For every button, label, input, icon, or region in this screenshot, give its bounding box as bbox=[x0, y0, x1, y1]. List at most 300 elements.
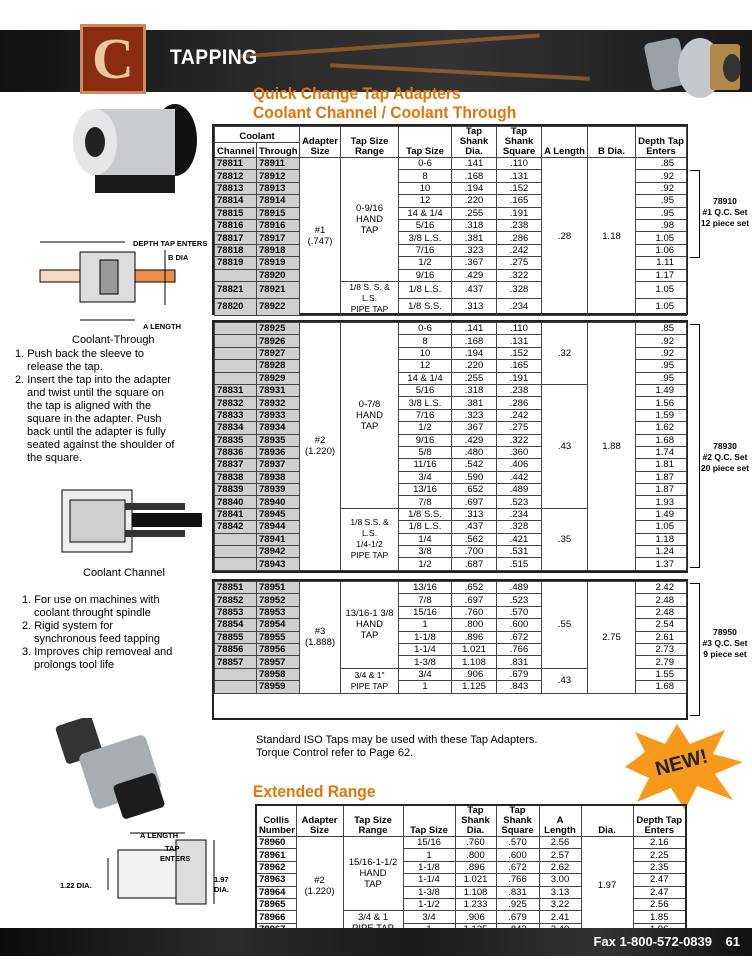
ext-square-cell: .831 bbox=[496, 886, 539, 898]
depth-cell: 1.68 bbox=[636, 681, 687, 693]
through-cell: 78952 bbox=[257, 594, 300, 606]
channel-cell: 78851 bbox=[215, 582, 257, 594]
channel-cell: 78820 bbox=[215, 298, 257, 315]
tap-size-cell: 1/2 bbox=[399, 558, 452, 570]
shank-square-cell: .672 bbox=[497, 631, 542, 643]
shank-square-cell: .286 bbox=[497, 232, 542, 244]
depth-cell: 1.74 bbox=[636, 446, 687, 458]
tap-size-cell: 14 & 1/4 bbox=[399, 372, 452, 384]
ext-depth-cell: 2.47 bbox=[633, 886, 686, 898]
pipe-range-cell: 1/8 S.S. & L.S. 1/4-1/2 PIPE TAP bbox=[341, 508, 399, 570]
shank-square-cell: .489 bbox=[497, 484, 542, 496]
channel-cell bbox=[215, 681, 257, 693]
shank-dia-cell: .168 bbox=[452, 335, 497, 347]
extended-table bbox=[255, 804, 687, 937]
ext-adapter-cell: #2 (1.220) bbox=[296, 837, 343, 936]
tap-size-cell: 13/16 bbox=[399, 484, 452, 496]
shank-square-cell: .275 bbox=[497, 257, 542, 269]
through-cell: 78920 bbox=[257, 269, 300, 281]
shank-dia-cell: 1.125 bbox=[452, 681, 497, 693]
a-length-cell: .32 bbox=[542, 323, 588, 385]
table-row bbox=[215, 158, 687, 170]
through-cell: 78943 bbox=[257, 558, 300, 570]
through-cell: 78911 bbox=[257, 158, 300, 170]
tap-size-cell: 10 bbox=[399, 347, 452, 359]
ext-bdia-cell: 1.97 bbox=[581, 837, 633, 936]
channel-cell: 78839 bbox=[215, 484, 257, 496]
channel-cell bbox=[215, 360, 257, 372]
ext-dia-cell: .800 bbox=[455, 849, 496, 861]
tap-size-cell: 1-3/8 bbox=[399, 656, 452, 668]
tap-size-cell: 7/16 bbox=[399, 244, 452, 256]
shank-dia-cell: .700 bbox=[452, 546, 497, 558]
tap-size-cell: 3/4 bbox=[399, 668, 452, 680]
ext-enters-label: ENTERS bbox=[160, 854, 191, 863]
b-dia-cell: 1.88 bbox=[588, 323, 636, 571]
shank-square-cell: .766 bbox=[497, 643, 542, 655]
depth-cell: 1.81 bbox=[636, 459, 687, 471]
depth-cell: 1.56 bbox=[636, 397, 687, 409]
ext-adapter-header: Adapter Size bbox=[296, 805, 343, 837]
shank-square-cell: .191 bbox=[497, 207, 542, 219]
bdia-label: B DIA bbox=[168, 253, 189, 262]
tap-range-cell: 13/16-1 3/8 HAND TAP bbox=[341, 582, 399, 669]
through-cell: 78959 bbox=[257, 681, 300, 693]
a-length-cell: .35 bbox=[542, 508, 588, 570]
shank-dia-cell: .429 bbox=[452, 269, 497, 281]
ext-tap-cell: 1-3/8 bbox=[403, 886, 455, 898]
through-cell: 78934 bbox=[257, 422, 300, 434]
pipe-range-cell: 3/4 & 1" PIPE TAP bbox=[341, 668, 399, 693]
shank-dia-cell: 1.108 bbox=[452, 656, 497, 668]
collis-cell: 78964 bbox=[256, 886, 296, 898]
table-row bbox=[215, 582, 687, 594]
shank-square-cell: .238 bbox=[497, 384, 542, 396]
channel-cell bbox=[215, 323, 257, 335]
channel-cell bbox=[215, 546, 257, 558]
through-cell: 78914 bbox=[257, 195, 300, 207]
coolant-channel-diagram bbox=[40, 475, 215, 565]
shank-square-cell: .165 bbox=[497, 360, 542, 372]
shank-dia-cell: .652 bbox=[452, 484, 497, 496]
shank-square-cell: .238 bbox=[497, 219, 542, 231]
tap-size-cell: 1/8 L.S. bbox=[399, 521, 452, 533]
shank-square-cell: .234 bbox=[497, 298, 542, 315]
ext-dia-cell: 1.021 bbox=[455, 874, 496, 886]
shank-dia-cell: .896 bbox=[452, 631, 497, 643]
ext-alength-cell: 3.13 bbox=[539, 886, 581, 898]
shank-dia-cell: .194 bbox=[452, 182, 497, 194]
shank-dia-cell: .381 bbox=[452, 397, 497, 409]
through-cell: 78931 bbox=[257, 384, 300, 396]
channel-cell: 78819 bbox=[215, 257, 257, 269]
channel-cell: 78852 bbox=[215, 594, 257, 606]
through-cell: 78935 bbox=[257, 434, 300, 446]
extended-title: Extended Range bbox=[253, 782, 376, 801]
tap-size-cell: 12 bbox=[399, 360, 452, 372]
through-cell: 78951 bbox=[257, 582, 300, 594]
ext-tap-cell: 3/4 bbox=[403, 911, 455, 923]
through-cell: 78918 bbox=[257, 244, 300, 256]
shank-square-cell: .152 bbox=[497, 182, 542, 194]
through-header: Through bbox=[257, 142, 300, 158]
through-cell: 78941 bbox=[257, 533, 300, 545]
ext-dia-cell: .760 bbox=[455, 837, 496, 849]
shank-dia-cell: .697 bbox=[452, 594, 497, 606]
channel-cell: 78813 bbox=[215, 182, 257, 194]
through-cell: 78955 bbox=[257, 631, 300, 643]
collis-cell: 78963 bbox=[256, 874, 296, 886]
channel-cell: 78835 bbox=[215, 434, 257, 446]
channel-cell: 78836 bbox=[215, 446, 257, 458]
tap-range-cell: 0-7/8 HAND TAP bbox=[341, 323, 399, 509]
tap-size-cell: 14 & 1/4 bbox=[399, 207, 452, 219]
shank-dia-cell: .480 bbox=[452, 446, 497, 458]
ext-tap-cell: 1 bbox=[403, 849, 455, 861]
channel-cell: 78854 bbox=[215, 619, 257, 631]
tap-size-cell: 1/4 bbox=[399, 533, 452, 545]
b-dia-cell: 1.18 bbox=[588, 158, 636, 316]
depth-cell: 2.61 bbox=[636, 631, 687, 643]
shank-square-cell: .328 bbox=[497, 281, 542, 298]
shank-square-cell: .489 bbox=[497, 582, 542, 594]
through-cell: 78926 bbox=[257, 335, 300, 347]
tap-size-cell: 13/16 bbox=[399, 582, 452, 594]
ext-bdia-header: Dia. bbox=[581, 805, 633, 837]
depth-cell: 1.05 bbox=[636, 298, 687, 315]
ext-dia2b-label: DIA. bbox=[214, 885, 229, 894]
depth-cell: .92 bbox=[636, 170, 687, 182]
title-line2: Coolant Channel / Coolant Through bbox=[253, 103, 517, 122]
tap-range-header: Tap Size Range bbox=[341, 127, 399, 158]
shank-square-cell: .406 bbox=[497, 459, 542, 471]
ext-square-cell: .766 bbox=[496, 874, 539, 886]
ext-dia-header: Tap Shank Dia. bbox=[455, 805, 496, 837]
depth-cell: 2.48 bbox=[636, 606, 687, 618]
ext-tap-label: TAP bbox=[165, 844, 180, 853]
adapter-size-cell: #1 (.747) bbox=[300, 158, 341, 316]
collis-cell: 78965 bbox=[256, 898, 296, 910]
channel-cell: 78815 bbox=[215, 207, 257, 219]
depth-cell: 1.24 bbox=[636, 546, 687, 558]
depth-cell: .95 bbox=[636, 372, 687, 384]
ext-alength-cell: 2.56 bbox=[539, 837, 581, 849]
ext-square-cell: .600 bbox=[496, 849, 539, 861]
tap-size-cell: 1/8 S.S. bbox=[399, 508, 452, 520]
tap-size-cell: 1/8 L.S. bbox=[399, 281, 452, 298]
tap-size-cell: 9/16 bbox=[399, 434, 452, 446]
ext-square-cell: .672 bbox=[496, 861, 539, 873]
tap-range-cell: 0-9/16 HAND TAP bbox=[341, 158, 399, 282]
shank-square-cell: .110 bbox=[497, 158, 542, 170]
ext-square-header: Tap Shank Square bbox=[496, 805, 539, 837]
ext-dia-cell: 1.108 bbox=[455, 886, 496, 898]
channel-cell: 78834 bbox=[215, 422, 257, 434]
shank-dia-cell: .687 bbox=[452, 558, 497, 570]
shank-dia-cell: .367 bbox=[452, 422, 497, 434]
through-cell: 78933 bbox=[257, 409, 300, 421]
ext-square-cell: .925 bbox=[496, 898, 539, 910]
shank-dia-cell: .562 bbox=[452, 533, 497, 545]
through-cell: 78915 bbox=[257, 207, 300, 219]
through-cell: 78927 bbox=[257, 347, 300, 359]
collis-cell: 78962 bbox=[256, 861, 296, 873]
ext-depth-cell: 1.85 bbox=[633, 911, 686, 923]
depth-cell: .85 bbox=[636, 323, 687, 335]
channel-cell: 78855 bbox=[215, 631, 257, 643]
a-length-cell: .55 bbox=[542, 582, 588, 669]
shank-square-cell: .322 bbox=[497, 269, 542, 281]
tap-size-cell: 5/16 bbox=[399, 384, 452, 396]
set3-label: 78950 #3 Q.C. Set 9 piece set bbox=[702, 627, 748, 659]
through-cell: 78912 bbox=[257, 170, 300, 182]
channel-cell: 78812 bbox=[215, 170, 257, 182]
shank-square-cell: .421 bbox=[497, 533, 542, 545]
ext-square-cell: .570 bbox=[496, 837, 539, 849]
depth-cell: 1.93 bbox=[636, 496, 687, 508]
shank-square-cell: .286 bbox=[497, 397, 542, 409]
fax-number: Fax 1-800-572-0839 bbox=[593, 934, 712, 949]
depth-cell: 1.68 bbox=[636, 434, 687, 446]
tap-size-cell: 8 bbox=[399, 170, 452, 182]
tap-size-cell: 1 bbox=[399, 619, 452, 631]
tap-size-cell: 3/8 L.S. bbox=[399, 397, 452, 409]
tap-size-cell: 15/16 bbox=[399, 606, 452, 618]
tap-size-cell: 5/8 bbox=[399, 446, 452, 458]
coolant-header: Coolant bbox=[215, 127, 300, 143]
through-cell: 78953 bbox=[257, 606, 300, 618]
tap-size-cell: 7/8 bbox=[399, 594, 452, 606]
shank-dia-cell: .381 bbox=[452, 232, 497, 244]
channel-cell: 78816 bbox=[215, 219, 257, 231]
shank-dia-cell: .255 bbox=[452, 207, 497, 219]
tap-size-cell: 1/8 S.S. bbox=[399, 298, 452, 315]
shank-dia-cell: .437 bbox=[452, 521, 497, 533]
tap-size-cell: 3/4 bbox=[399, 471, 452, 483]
table-row bbox=[256, 837, 686, 849]
ext-alength-cell: 2.62 bbox=[539, 861, 581, 873]
shank-square-cell: .831 bbox=[497, 656, 542, 668]
depth-cell: 1.87 bbox=[636, 484, 687, 496]
ext-range-cell: 15/16-1-1/2 HAND TAP bbox=[343, 837, 403, 911]
through-cell: 78942 bbox=[257, 546, 300, 558]
adapter-photo-banner bbox=[640, 22, 748, 102]
through-cell: 78932 bbox=[257, 397, 300, 409]
depth-cell: 1.05 bbox=[636, 281, 687, 298]
channel-cell bbox=[215, 335, 257, 347]
channel-cell bbox=[215, 347, 257, 359]
shank-square-cell: .131 bbox=[497, 170, 542, 182]
shank-square-cell: .531 bbox=[497, 546, 542, 558]
depth-cell: 2.48 bbox=[636, 594, 687, 606]
ext-collis-header: Collis Number bbox=[256, 805, 296, 837]
shank-square-cell: .242 bbox=[497, 409, 542, 421]
shank-dia-cell: .141 bbox=[452, 323, 497, 335]
tap-size-cell: 7/8 bbox=[399, 496, 452, 508]
channel-cell bbox=[215, 533, 257, 545]
new-badge-text: NEW! bbox=[652, 745, 711, 781]
ext-depth-cell: 2.25 bbox=[633, 849, 686, 861]
a-length-header: A Length bbox=[542, 127, 588, 158]
depth-cell: .92 bbox=[636, 335, 687, 347]
through-cell: 78921 bbox=[257, 281, 300, 298]
channel-cell: 78853 bbox=[215, 606, 257, 618]
title-line1: Quick Change Tap Adapters bbox=[253, 84, 461, 103]
ext-alength-cell: 2.41 bbox=[539, 911, 581, 923]
through-cell: 78957 bbox=[257, 656, 300, 668]
depth-cell: 2.79 bbox=[636, 656, 687, 668]
depth-cell: 2.42 bbox=[636, 582, 687, 594]
ext-alength-label: A LENGTH bbox=[140, 831, 179, 840]
shank-square-cell: .570 bbox=[497, 606, 542, 618]
tap-size-cell: 1/2 bbox=[399, 257, 452, 269]
ext-depth-cell: 2.47 bbox=[633, 874, 686, 886]
adapter-size-cell: #3 (1.888) bbox=[300, 582, 341, 694]
ext-dia-cell: .906 bbox=[455, 911, 496, 923]
shank-square-cell: .442 bbox=[497, 471, 542, 483]
footer-bar bbox=[0, 928, 752, 956]
ext-dia-cell: .896 bbox=[455, 861, 496, 873]
through-cell: 78922 bbox=[257, 298, 300, 315]
channel-cell: 78857 bbox=[215, 656, 257, 668]
through-cell: 78939 bbox=[257, 484, 300, 496]
shank-square-cell: .165 bbox=[497, 195, 542, 207]
shank-dia-cell: .141 bbox=[452, 158, 497, 170]
depth-cell: 2.54 bbox=[636, 619, 687, 631]
tap-size-cell: 5/16 bbox=[399, 219, 452, 231]
shank-square-cell: .152 bbox=[497, 347, 542, 359]
depth-cell: .92 bbox=[636, 347, 687, 359]
shank-dia-cell: .313 bbox=[452, 298, 497, 315]
shank-dia-cell: .906 bbox=[452, 668, 497, 680]
b-dia-cell: 2.75 bbox=[588, 582, 636, 694]
depth-cell: 2.73 bbox=[636, 643, 687, 655]
channel-cell: 78840 bbox=[215, 496, 257, 508]
coolant-through-photo bbox=[55, 95, 205, 205]
shank-dia-cell: 1.021 bbox=[452, 643, 497, 655]
shank-square-cell: .843 bbox=[497, 681, 542, 693]
ext-dia1-label: 1.22 DIA. bbox=[60, 881, 92, 890]
group3-table bbox=[214, 581, 687, 694]
ext-alength-cell: 3.22 bbox=[539, 898, 581, 910]
tap-size-cell: 10 bbox=[399, 182, 452, 194]
shank-dia-cell: .318 bbox=[452, 384, 497, 396]
depth-cell: 1.18 bbox=[636, 533, 687, 545]
shank-dia-cell: .652 bbox=[452, 582, 497, 594]
channel-cell: 78837 bbox=[215, 459, 257, 471]
shank-dia-cell: .168 bbox=[452, 170, 497, 182]
instructions-1: 1. Push back the sleeve to release the tap. 2. Insert the tap into the adapter and twist until the square on the tap is aligned with the square in the adapter. Push back until the adapter is fully seated against the shoulder of the square. bbox=[15, 348, 175, 464]
depth-cell: 1.49 bbox=[636, 384, 687, 396]
page-number: 61 bbox=[725, 934, 740, 949]
shank-square-cell: .360 bbox=[497, 446, 542, 458]
channel-cell: 78833 bbox=[215, 409, 257, 421]
shank-dia-cell: .194 bbox=[452, 347, 497, 359]
through-cell: 78929 bbox=[257, 372, 300, 384]
shank-dia-cell: .800 bbox=[452, 619, 497, 631]
shank-dia-cell: .429 bbox=[452, 434, 497, 446]
depth-cell: .92 bbox=[636, 182, 687, 194]
coolant-channel-caption: Coolant Channel bbox=[83, 567, 165, 579]
channel-cell: 78842 bbox=[215, 521, 257, 533]
depth-cell: 1.17 bbox=[636, 269, 687, 281]
tap-size-cell: 3/8 bbox=[399, 546, 452, 558]
shank-dia-cell: .760 bbox=[452, 606, 497, 618]
through-cell: 78958 bbox=[257, 668, 300, 680]
channel-cell bbox=[215, 558, 257, 570]
shank-dia-header: Tap Shank Dia. bbox=[452, 127, 497, 158]
depth-cell: 1.62 bbox=[636, 422, 687, 434]
shank-square-cell: .523 bbox=[497, 594, 542, 606]
channel-cell: 78838 bbox=[215, 471, 257, 483]
depth-cell: 1.59 bbox=[636, 409, 687, 421]
ext-tap-cell: 1-1/8 bbox=[403, 861, 455, 873]
shank-square-cell: .322 bbox=[497, 434, 542, 446]
through-cell: 78954 bbox=[257, 619, 300, 631]
through-cell: 78925 bbox=[257, 323, 300, 335]
through-cell: 78913 bbox=[257, 182, 300, 194]
through-cell: 78937 bbox=[257, 459, 300, 471]
through-cell: 78945 bbox=[257, 508, 300, 520]
pipe-range-cell: 1/8 S. S. & L.S. PIPE TAP bbox=[341, 281, 399, 315]
shank-dia-cell: .220 bbox=[452, 360, 497, 372]
adapter-size-header: Adapter Size bbox=[300, 127, 341, 158]
set1-label: 78910 #1 Q.C. Set 12 piece set bbox=[700, 196, 750, 228]
tap-size-cell: 0-6 bbox=[399, 158, 452, 170]
channel-cell: 78832 bbox=[215, 397, 257, 409]
depth-cell: 1.06 bbox=[636, 244, 687, 256]
collis-cell: 78961 bbox=[256, 849, 296, 861]
channel-cell: 78841 bbox=[215, 508, 257, 520]
channel-cell bbox=[215, 668, 257, 680]
ext-range-header: Tap Size Range bbox=[343, 805, 403, 837]
tap-size-cell: 9/16 bbox=[399, 269, 452, 281]
shank-dia-cell: .697 bbox=[452, 496, 497, 508]
ext-depth-cell: 2.35 bbox=[633, 861, 686, 873]
depth-cell: .85 bbox=[636, 158, 687, 170]
depth-cell: 1.05 bbox=[636, 521, 687, 533]
ext-pipe-cell: 3/4 & 1 bbox=[343, 911, 403, 936]
shank-square-cell: .242 bbox=[497, 244, 542, 256]
ext-dia-cell: 1.233 bbox=[455, 898, 496, 910]
depth-cell: 1.87 bbox=[636, 471, 687, 483]
alength-label: A LENGTH bbox=[143, 322, 182, 331]
shank-dia-cell: .367 bbox=[452, 257, 497, 269]
shank-square-cell: .515 bbox=[497, 558, 542, 570]
shank-square-cell: .275 bbox=[497, 422, 542, 434]
set2-label: 78930 #2 Q.C. Set 20 piece set bbox=[700, 441, 750, 473]
shank-square-header: Tap Shank Square bbox=[497, 127, 542, 158]
ext-alength-cell: 3.00 bbox=[539, 874, 581, 886]
shank-square-cell: .234 bbox=[497, 508, 542, 520]
shank-square-cell: .523 bbox=[497, 496, 542, 508]
depth-label: DEPTH TAP ENTERS bbox=[133, 239, 208, 248]
b-dia-header: B Dia. bbox=[588, 127, 636, 158]
a-length-cell: .43 bbox=[542, 384, 588, 508]
ext-depth-header: Depth Tap Enters bbox=[633, 805, 686, 837]
coolant-through-caption: Coolant-Through bbox=[72, 334, 155, 346]
through-cell: 78928 bbox=[257, 360, 300, 372]
group1-table bbox=[214, 126, 687, 316]
tap-size-cell: 3/8 L.S. bbox=[399, 232, 452, 244]
channel-cell: 78831 bbox=[215, 384, 257, 396]
tap-size-header: Tap Size bbox=[399, 127, 452, 158]
channel-cell: 78814 bbox=[215, 195, 257, 207]
through-cell: 78938 bbox=[257, 471, 300, 483]
table-row bbox=[215, 323, 687, 335]
shank-dia-cell: .313 bbox=[452, 508, 497, 520]
section-logo: C bbox=[80, 24, 146, 94]
